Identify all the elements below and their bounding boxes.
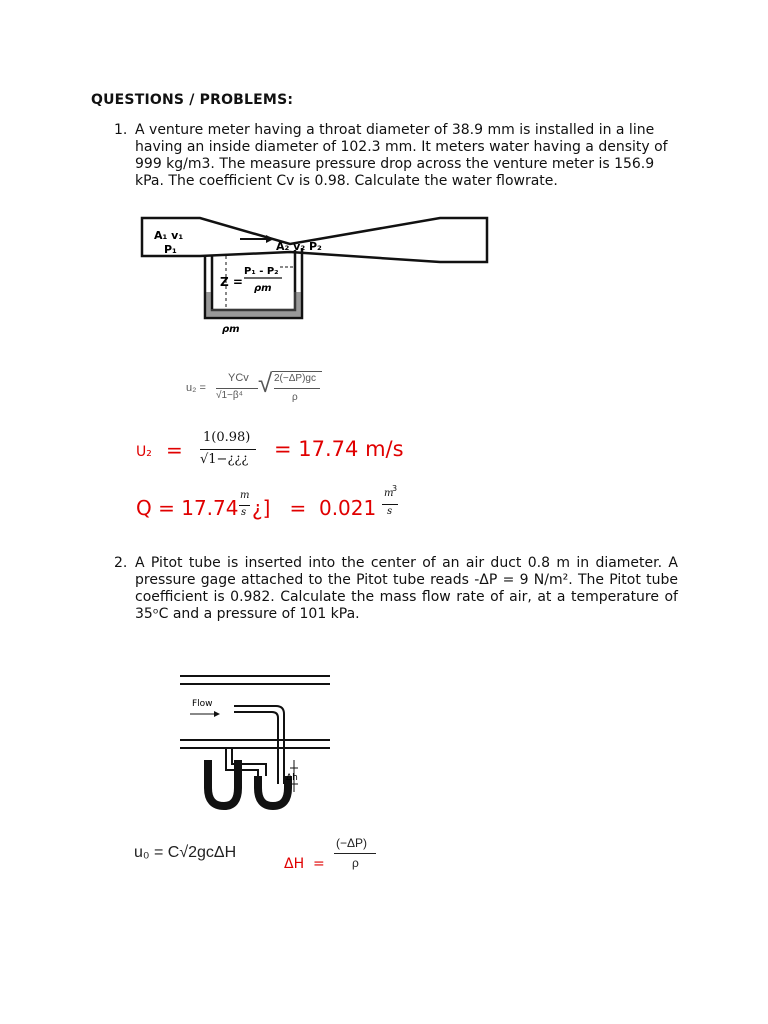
question-1-text (135, 122, 680, 190)
q-unit-den: s (241, 507, 247, 518)
label-delta-h: Δh (286, 773, 298, 783)
formula-root-den: ρ (292, 392, 298, 403)
question-2-line: coefficient is 0.982. Calculate the mass flow rate of air, at a temperature of (135, 589, 678, 605)
label-a1: A₁ v₁ (154, 229, 184, 242)
question-2-line: pressure gage attached to the Pitot tube reads -ΔP = 9 N/m². The Pitot tube (135, 572, 678, 588)
label-rho-m: ρm (222, 324, 240, 335)
question-1-number: 1. (114, 122, 128, 138)
u0-formula: u₀ = C√2gcΔH (134, 844, 237, 861)
delta-h-num: (−ΔP) (336, 836, 368, 850)
question-1-line: A venture meter having a throat diameter of 38.9 mm is installed in a line (135, 122, 655, 138)
u2-formula: u₂ = YCv √1−β⁴ √ 2(−ΔP)gc ρ (186, 368, 326, 412)
formula-num: YCv (228, 372, 249, 384)
label-flow: Flow (192, 699, 213, 709)
u2-fraction-den: √1−¿¿¿ (200, 452, 249, 467)
question-1-line: having an inside diameter of 102.3 mm. It meters water having a density of (135, 139, 668, 155)
question-1-line: 999 kg/m3. The measure pressure drop across the venture meter is 156.9 (135, 156, 655, 172)
u2-result: = 17.74 m/s (274, 437, 404, 461)
formula-lhs: u₂ = (186, 382, 206, 394)
q-res-sup: 3 (392, 484, 398, 493)
label-z-denominator: ρm (254, 283, 272, 294)
q-unit-num: m (240, 490, 250, 501)
label-a2: A₂ v₂ P₂ (276, 240, 322, 253)
q-prefix: Q = 17.74 (136, 496, 239, 520)
label-z: Z = (220, 275, 243, 289)
formula-den: √1−β⁴ (216, 390, 243, 401)
formula-root-num: 2(−ΔP)gc (274, 373, 316, 384)
q-res-den: s (387, 506, 393, 517)
q-mid: ¿] = 0.021 (252, 496, 377, 520)
question-2-text (135, 555, 678, 623)
venturi-meter-diagram (140, 212, 492, 342)
u2-label: U₂ (136, 444, 152, 460)
question-2-line: 35ᵒC and a pressure of 101 kPa. (135, 606, 360, 622)
label-z-numerator: P₁ - P₂ (244, 266, 279, 277)
delta-h-den: ρ (352, 856, 359, 870)
u2-fraction-num: 1(0.98) (203, 430, 251, 445)
label-p1: P₁ (164, 243, 177, 256)
delta-h-lhs: ΔH = (284, 856, 325, 872)
question-2-line: A Pitot tube is inserted into the center of an air duct 0.8 m in diameter. A (135, 555, 678, 571)
u2-equals: = (166, 438, 183, 462)
u2-answer (136, 430, 436, 470)
q-answer (136, 486, 436, 528)
question-1-line: kPa. The coefficient Cv is 0.98. Calculate the water flowrate. (135, 173, 558, 189)
page-heading: QUESTIONS / PROBLEMS: (91, 92, 294, 108)
delta-h-equation (284, 836, 384, 876)
question-2-number: 2. (114, 555, 128, 571)
pitot-tube-diagram (180, 672, 336, 822)
q-res-num: m (384, 488, 394, 499)
